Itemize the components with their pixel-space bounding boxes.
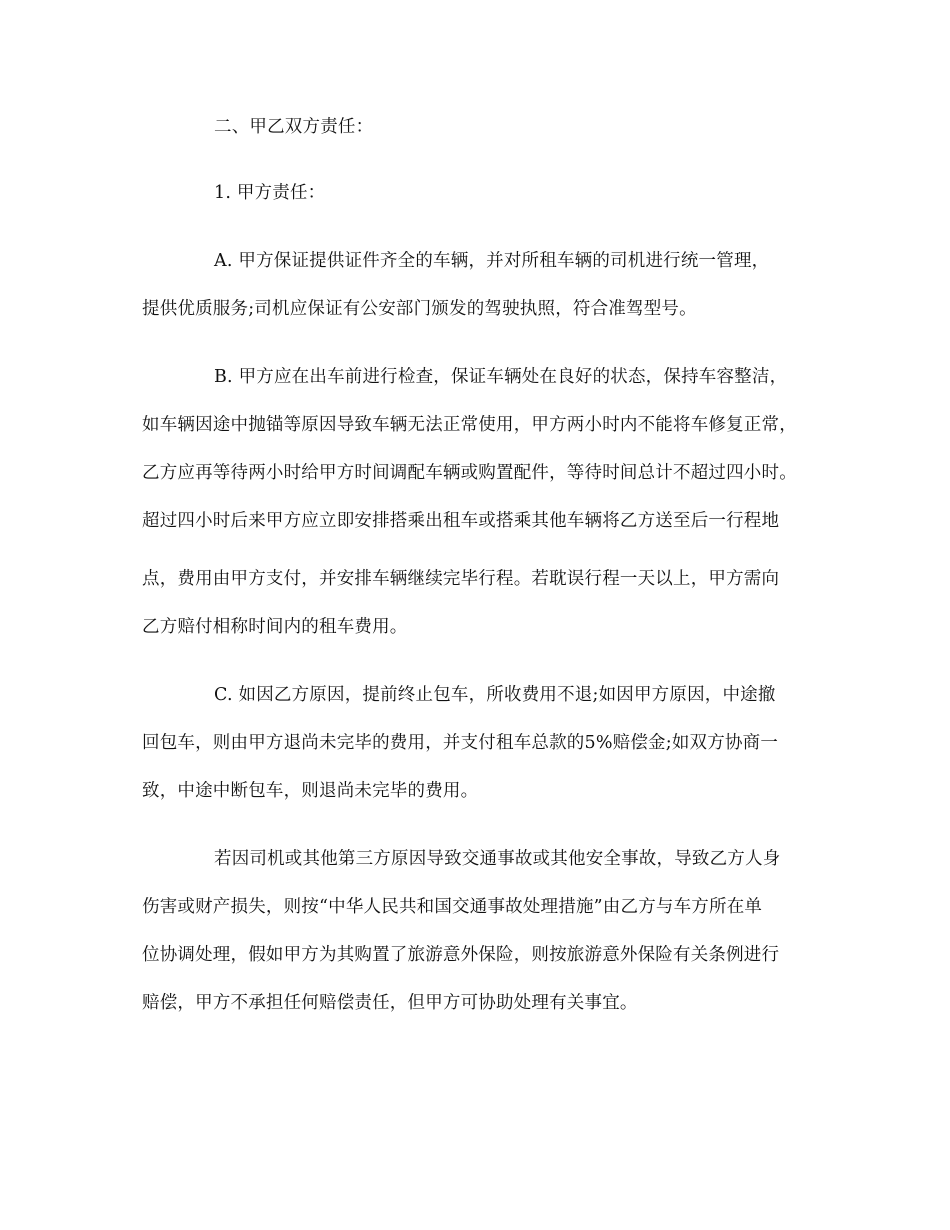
paragraph-line: 若因司机或其他第三方原因导致交通事故或其他安全事故，导致乙方人身 xyxy=(214,849,781,869)
paragraph-line: 超过四小时后来甲方应立即安排搭乘出租车或搭乘其他车辆将乙方送至后一行程地 xyxy=(142,511,780,531)
paragraph-line: B. 甲方应在出车前进行检查，保证车辆处在良好的状态，保持车容整洁， xyxy=(214,367,788,387)
paragraph-line: 点，费用由甲方支付，并安排车辆继续完毕行程。若耽误行程一天以上，甲方需向 xyxy=(142,569,780,589)
paragraph-line: 回包车，则由甲方退尚未完毕的费用，并支付租车总款的5%赔偿金;如双方协商一 xyxy=(142,733,779,753)
paragraph-line: C. 如因乙方原因，提前终止包车，所收费用不退;如因甲方原因，中途撤 xyxy=(214,685,776,705)
paragraph-line: 赔偿，甲方不承担任何赔偿责任，但甲方可协助处理有关事宜。 xyxy=(142,993,638,1013)
sub-heading: 1. 甲方责任： xyxy=(214,183,326,203)
section-heading: 二、甲乙双方责任： xyxy=(214,117,374,137)
paragraph-line: A. 甲方保证提供证件齐全的车辆，并对所租车辆的司机进行统一管理， xyxy=(214,251,770,271)
paragraph-line: 乙方赔付相称时间内的租车费用。 xyxy=(142,617,408,637)
paragraph-line: 乙方应再等待两小时给甲方时间调配车辆或购置配件，等待时间总计不超过四小时。 xyxy=(142,463,797,483)
paragraph-line: 致，中途中断包车，则退尚未完毕的费用。 xyxy=(142,781,479,801)
paragraph-line: 位协调处理，假如甲方为其购置了旅游意外保险，则按旅游意外保险有关条例进行 xyxy=(142,945,780,965)
paragraph-line: 如车辆因途中抛锚等原因导致车辆无法正常使用，甲方两小时内不能将车修复正常， xyxy=(142,415,797,435)
paragraph-line: 提供优质服务;司机应保证有公安部门颁发的驾驶执照，符合准驾型号。 xyxy=(142,299,697,319)
paragraph-line: 伤害或财产损失，则按“中华人民共和国交通事故处理措施”由乙方与车方所在单 xyxy=(142,897,763,917)
